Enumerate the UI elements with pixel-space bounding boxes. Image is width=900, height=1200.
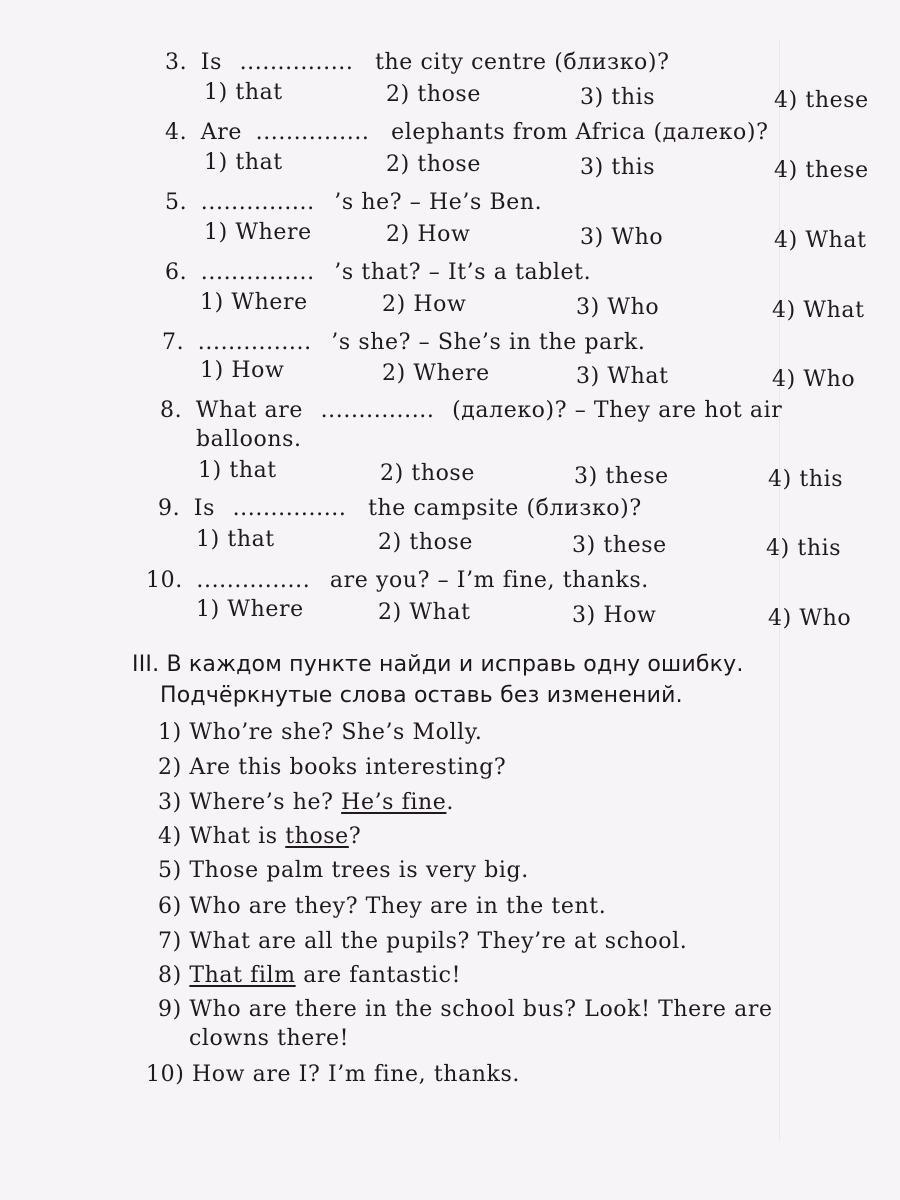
option-1: 1) that: [198, 458, 277, 483]
q-word: are: [264, 398, 303, 423]
blank: ...............: [200, 260, 315, 285]
q-word: (далеко)?: [452, 398, 568, 423]
blank: ...............: [232, 496, 347, 521]
item-number: 6): [158, 894, 182, 919]
q-word: I’m: [456, 568, 496, 593]
option-2: 2) What: [378, 600, 471, 625]
q-word: she?: [358, 330, 412, 355]
q-word: city: [420, 50, 464, 75]
section-subtitle: Подчёркнутые слова оставь без изменений.: [160, 683, 683, 708]
option-3: 3) Who: [580, 225, 664, 250]
correction-item-9-continuation: [189, 1026, 349, 1051]
correction-item-3: [158, 790, 454, 815]
correction-item-9: [158, 997, 773, 1022]
q-word: She’s: [437, 330, 502, 355]
option-3: 3) this: [580, 85, 656, 110]
q-word: It’s: [447, 260, 487, 285]
question-8: [160, 398, 782, 423]
underlined-text: That film: [189, 963, 296, 988]
option-1: 1) that: [204, 150, 283, 175]
item-text: ?: [348, 824, 362, 849]
option-1: 1) that: [196, 527, 275, 552]
q-word: air: [749, 398, 783, 423]
blank: ...............: [200, 190, 315, 215]
blank: ...............: [239, 50, 354, 75]
option-3: 3) How: [572, 603, 657, 628]
option-3: 3) these: [574, 464, 669, 489]
item-number: 5): [158, 858, 182, 883]
option-3: 3) this: [580, 155, 656, 180]
question-number: 3.: [165, 50, 188, 75]
correction-item-7: [158, 929, 687, 954]
option-2: 2) Where: [382, 361, 490, 386]
blank: ...............: [197, 330, 312, 355]
q-word: Ben.: [489, 190, 543, 215]
underlined-text: He’s fine: [341, 790, 447, 815]
q-word: hot: [704, 398, 743, 423]
q-word: tablet.: [515, 260, 592, 285]
option-2: 2) those: [386, 82, 481, 107]
option-1: 1) How: [200, 358, 285, 383]
item-number: 7): [158, 929, 182, 954]
option-2: 2) those: [386, 152, 481, 177]
q-word: Africa: [575, 120, 646, 145]
q-word: –: [428, 260, 441, 285]
bleed-through-margin: [779, 40, 900, 1140]
correction-item-4: [158, 824, 361, 849]
question-8-continuation: balloons.: [196, 427, 302, 452]
option-2: 2) How: [386, 222, 471, 247]
q-word: in: [509, 330, 532, 355]
option-4: 4) Who: [772, 367, 856, 392]
q-word: fine,: [502, 568, 556, 593]
q-word: (далеко)?: [653, 120, 769, 145]
option-4: 4) What: [772, 298, 865, 323]
q-word: park.: [584, 330, 646, 355]
item-text: How are I? I’m fine, thanks.: [191, 1062, 520, 1087]
item-number: 8): [158, 963, 182, 988]
correction-item-8: [158, 963, 461, 988]
item-number: 2): [158, 755, 182, 780]
correction-item-5: [158, 858, 529, 883]
option-2: 2) How: [382, 292, 467, 317]
item-number: 3): [158, 790, 182, 815]
correction-item-1: [158, 720, 482, 745]
item-number: 4): [158, 824, 182, 849]
option-1: 1) Where: [200, 290, 308, 315]
underlined-text: those: [285, 824, 349, 849]
item-text: Who’re she? She’s Molly.: [189, 720, 483, 745]
q-word: He’s: [428, 190, 482, 215]
option-1: 1) Where: [196, 597, 304, 622]
question-10: [146, 568, 649, 593]
option-4: 4) What: [774, 228, 867, 253]
blank: ...............: [320, 398, 435, 423]
q-word: the: [368, 496, 406, 521]
q-word: campsite: [413, 496, 519, 521]
q-word: ’s: [331, 330, 351, 355]
item-text: Who are they? They are in the tent.: [189, 894, 607, 919]
option-2: 2) those: [378, 530, 473, 555]
item-number: 9): [158, 997, 182, 1022]
q-word: from: [512, 120, 569, 145]
item-number: 10): [146, 1062, 185, 1087]
question-number: 8.: [160, 398, 183, 423]
question-9: [158, 496, 642, 521]
question-6: [165, 260, 591, 285]
question-number: 10.: [146, 568, 183, 593]
question-3: [165, 50, 669, 75]
option-3: 3) these: [572, 533, 667, 558]
question-number: 9.: [158, 496, 181, 521]
q-word: the: [375, 50, 413, 75]
question-5: [165, 190, 542, 215]
q-word: he?: [361, 190, 403, 215]
question-number: 7.: [162, 330, 185, 355]
q-word: the: [539, 330, 577, 355]
q-word: centre: [471, 50, 547, 75]
q-word: –: [418, 330, 431, 355]
q-word: (близко)?: [526, 496, 642, 521]
blank: ...............: [255, 120, 370, 145]
option-4: 4) this: [768, 467, 844, 492]
q-word: Is: [200, 50, 222, 75]
q-word: ’s: [334, 190, 354, 215]
question-4: [165, 120, 768, 145]
item-text: Those palm trees is very big.: [189, 858, 529, 883]
q-word: a: [493, 260, 508, 285]
item-text: Are this books interesting?: [189, 755, 507, 780]
item-number: 1): [158, 720, 182, 745]
question-7: [162, 330, 645, 355]
option-4: 4) this: [766, 536, 842, 561]
item-text: Where’s he?: [189, 790, 342, 815]
correction-item-2: [158, 755, 506, 780]
q-word: that?: [361, 260, 422, 285]
q-word: –: [574, 398, 587, 423]
option-4: 4) Who: [768, 606, 852, 631]
blank: ...............: [196, 568, 311, 593]
q-word: Are: [200, 120, 243, 145]
item-text: What are all the pupils? They’re at school.: [189, 929, 688, 954]
q-word: They: [593, 398, 651, 423]
item-text: What is: [189, 824, 286, 849]
q-word: Is: [193, 496, 215, 521]
q-word: elephants: [391, 120, 506, 145]
item-text: Who are there in the school bus? Look! There are: [189, 997, 773, 1022]
option-3: 3) Who: [576, 295, 660, 320]
option-4: 4) these: [774, 158, 869, 183]
question-number: 6.: [165, 260, 188, 285]
question-number: 5.: [165, 190, 188, 215]
q-word: thanks.: [562, 568, 649, 593]
section-title: III. В каждом пункте найди и исправь одну ошибку.: [132, 652, 744, 677]
q-word: you?: [375, 568, 430, 593]
item-text: .: [446, 790, 455, 815]
item-text: are fantastic!: [295, 963, 462, 988]
option-3: 3) What: [576, 364, 669, 389]
question-number: 4.: [165, 120, 188, 145]
q-word: –: [437, 568, 450, 593]
q-word: are: [329, 568, 369, 593]
option-1: 1) that: [204, 80, 283, 105]
item-text: clowns there!: [189, 1026, 350, 1051]
correction-item-6: [158, 894, 606, 919]
q-word: What: [195, 398, 257, 423]
option-2: 2) those: [380, 461, 475, 486]
option-4: 4) these: [774, 88, 869, 113]
q-word: –: [409, 190, 422, 215]
correction-item-10: [146, 1062, 520, 1087]
q-word: ’s: [334, 260, 354, 285]
q-word: (близко)?: [554, 50, 670, 75]
option-1: 1) Where: [204, 220, 312, 245]
q-word: are: [658, 398, 697, 423]
